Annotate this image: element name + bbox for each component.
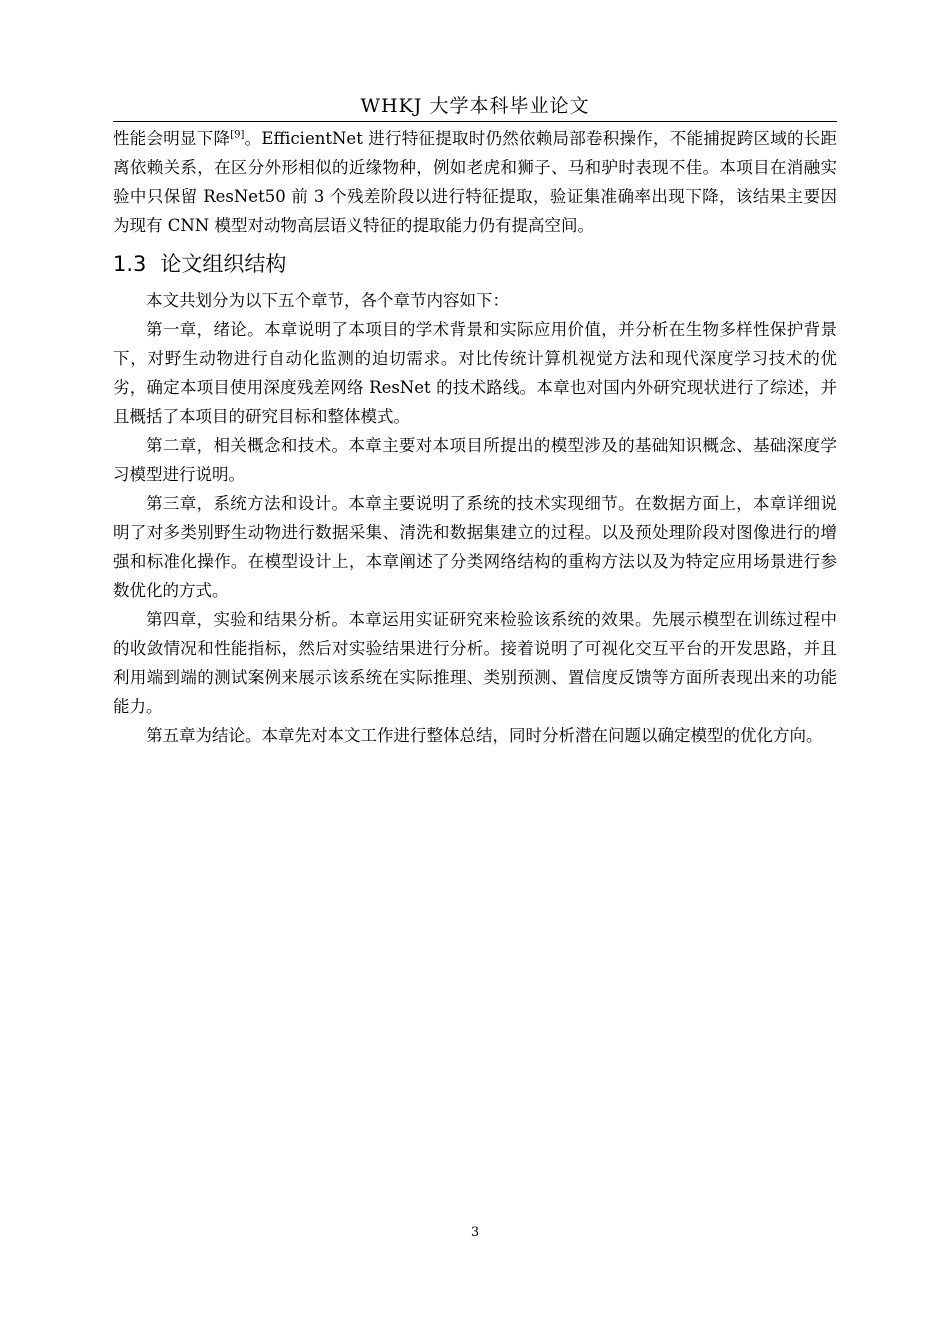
body-text (113, 124, 837, 750)
chapter-2-paragraph: 第二章，相关概念和技术。本章主要对本项目所提出的模型涉及的基础知识概念、基础深度学习模型进行说明。 (113, 436, 837, 484)
citation-marker: [9] (230, 129, 245, 141)
section-title: 论文组织结构 (160, 252, 287, 276)
chapter-overview-paragraph: 本文共划分为以下五个章节，各个章节内容如下： (146, 291, 509, 310)
chapter-4-paragraph: 第四章，实验和结果分析。本章运用实证研究来检验该系统的效果。先展示模型在训练过程中的收敛情况和性能指标，然后对实验结果进行分析。接着说明了可视化交互平台的开发思路，并且利用端到端的测试案例来展示该系统在实际推理、类别预测、置信度反馈等方面所表现出来的功能能力。 (113, 610, 837, 716)
chapter-1-paragraph: 第一章，绪论。本章说明了本项目的学术背景和实际应用价值，并分析在生物多样性保护背景下，对野生动物进行自动化监测的迫切需求。对比传统计算机视觉方法和现代深度学习技术的优劣，确定本项目使用深度残差网络 ResNet 的技术路线。本章也对国内外研究现状进行了综述，并且概括了本项目的研究目标和整体模式。 (113, 320, 837, 426)
section-heading (113, 248, 837, 280)
page-number: 3 (470, 1225, 480, 1240)
running-header: WHKJ 大学本科毕业论文 (360, 95, 590, 117)
continued-paragraph (113, 124, 837, 240)
paragraph-text-rest: 。EfficientNet 进行特征提取时仍然依赖局部卷积操作，不能捕捉跨区域的长距离依赖关系，在区分外形相似的近缘物种，例如老虎和狮子、马和驴时表现不佳。本项目在消融实验中只保留 ResNet50 前 3 个残差阶段以进行特征提取，验证集准确率出现下降，该结果主要因为现有 CNN 模型对动物高层语义特征的提取能力仍有提高空间。 (113, 129, 837, 235)
paragraph-text-start: 性能会明显下降 (113, 129, 231, 148)
chapter-5-paragraph: 第五章为结论。本章先对本文工作进行整体总结，同时分析潜在问题以确定模型的优化方向。 (146, 726, 823, 745)
section-number: 1.3 (113, 252, 147, 276)
header-rule (113, 121, 837, 122)
chapter-3-paragraph: 第三章，系统方法和设计。本章主要说明了系统的技术实现细节。在数据方面上，本章详细说明了对多类别野生动物进行数据采集、清洗和数据集建立的过程。以及预处理阶段对图像进行的增强和标准化操作。在模型设计上，本章阐述了分类网络结构的重构方法以及为特定应用场景进行参数优化的方式。 (113, 494, 837, 600)
